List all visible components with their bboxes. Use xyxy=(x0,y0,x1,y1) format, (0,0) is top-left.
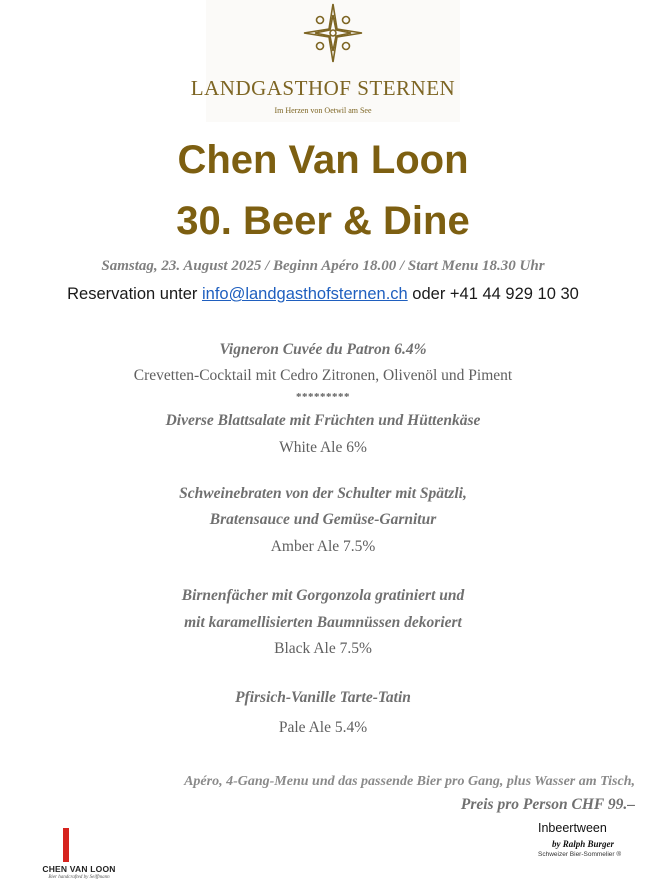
aperitif-food: Crevetten-Cocktail mit Cedro Zitronen, Olivenöl und Piment xyxy=(133,367,513,384)
chen-van-loon-logo: CHEN VAN LOON xyxy=(42,864,116,874)
footer-included: Apéro, 4-Gang-Menu und das passende Bier pro Gang, plus Wasser am Tisch, xyxy=(184,774,635,789)
course-2-beer: Amber Ale 7.5% xyxy=(270,538,376,555)
course-4-dish: Pfirsich-Vanille Tarte-Tatin xyxy=(235,689,411,706)
brand-tagline: Im Herzen von Oetwil am See xyxy=(274,106,372,115)
course-2-dish-line1: Schweinebraten von der Schulter mit Spätzli, xyxy=(179,485,467,502)
course-4-beer: Pale Ale 5.4% xyxy=(278,719,368,736)
inbeertween-sub: Schweizer Bier-Sommelier ® xyxy=(538,851,622,858)
page-title-line1: Chen Van Loon xyxy=(177,138,469,182)
inbeertween-logo: Inbeertween xyxy=(538,821,607,835)
reservation-line xyxy=(0,285,646,304)
phone-number: +41 44 929 10 30 xyxy=(449,285,579,303)
reservation-prefix: Reservation unter xyxy=(67,285,198,303)
event-dateline: Samstag, 23. August 2025 / Beginn Apéro 18.00 / Start Menu 18.30 Uhr xyxy=(101,258,545,274)
chen-van-loon-logo-sub: Bier handcrafted by Seiffmann xyxy=(48,875,110,880)
email-link[interactable]: info@landgasthofsternen.ch xyxy=(201,285,408,303)
chen-van-loon-logo-mark xyxy=(63,828,69,862)
inbeertween-by: by Ralph Burger xyxy=(552,839,615,849)
course-2-dish-line2: Bratensauce und Gemüse-Garnitur xyxy=(209,511,437,528)
aperitif-beer: Vigneron Cuvée du Patron 6.4% xyxy=(219,341,427,358)
page-title-line2: 30. Beer & Dine xyxy=(176,199,470,243)
brand-name: LANDGASTHOF STERNEN xyxy=(190,76,456,100)
course-3-dish-line2: mit karamellisierten Baumnüssen dekoriert xyxy=(184,614,462,631)
course-1-dish: Diverse Blattsalate mit Früchten und Hüttenkäse xyxy=(165,412,481,429)
star-ornament-icon xyxy=(302,2,364,64)
course-3-beer: Black Ale 7.5% xyxy=(274,640,372,657)
course-3-dish-line1: Birnenfächer mit Gorgonzola gratiniert und xyxy=(181,587,465,604)
course-1-beer: White Ale 6% xyxy=(279,439,367,456)
menu-separator: ********* xyxy=(296,391,350,403)
footer-price: Preis pro Person CHF 99.– xyxy=(460,796,635,813)
reservation-mid: oder xyxy=(412,285,446,303)
